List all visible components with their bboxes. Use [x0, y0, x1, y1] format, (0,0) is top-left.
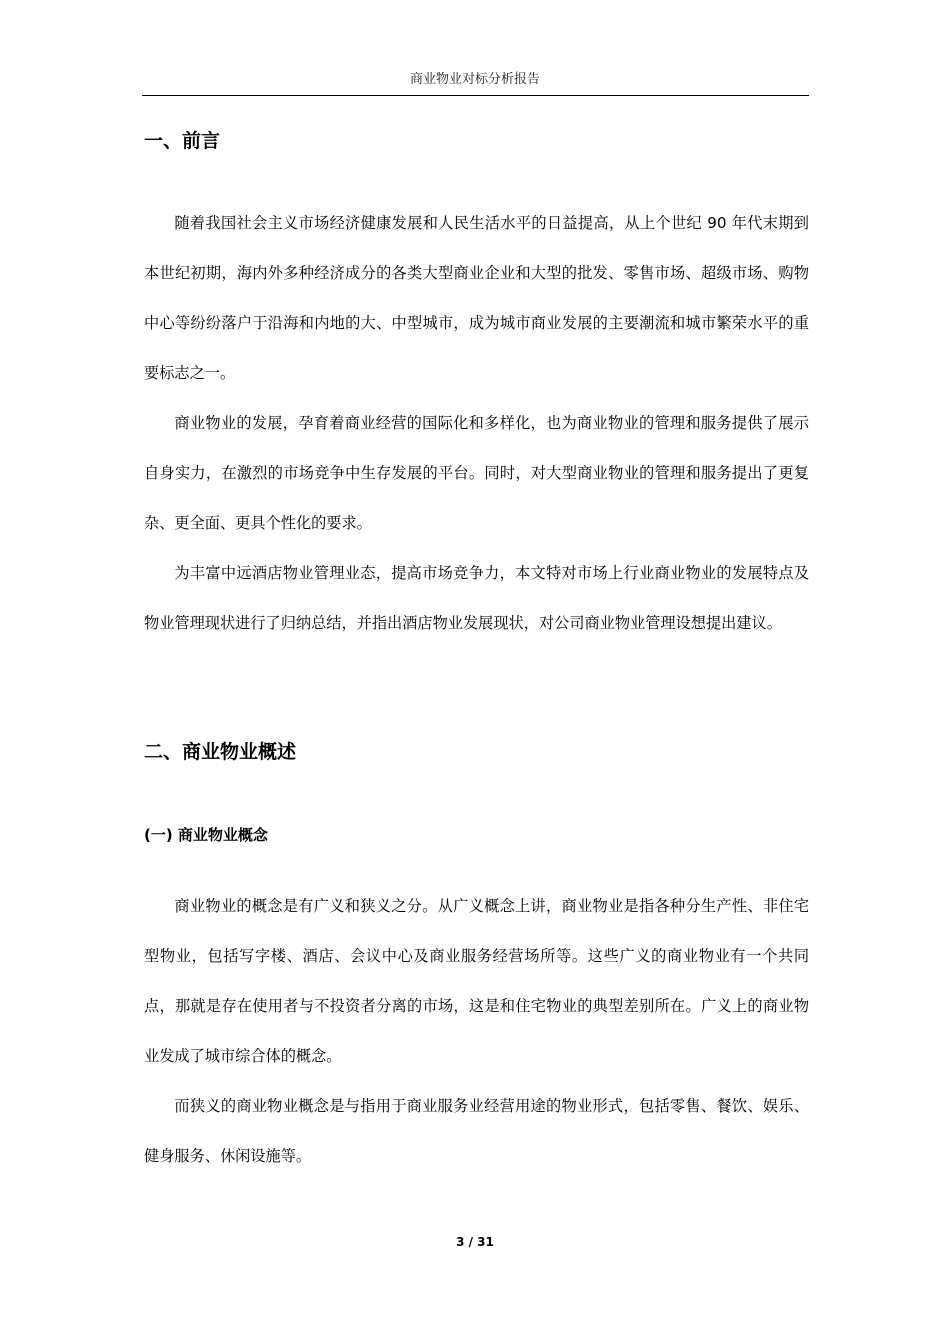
page-number: 3 / 31 — [456, 1235, 494, 1249]
paragraph-concept-2: 而狭义的商业物业概念是与指用于商业服务业经营用途的物业形式，包括零售、餐饮、娱乐、健身服务、休闲设施等。 — [144, 1097, 809, 1165]
paragraph-preface-2: 商业物业的发展，孕育着商业经营的国际化和多样化，也为商业物业的管理和服务提供了展示自身实力，在激烈的市场竞争中生存发展的平台。同时，对大型商业物业的管理和服务提出了更复杂、更全面、更具个性化的要求。 — [144, 414, 809, 532]
section-heading-overview: 二、商业物业概述 — [144, 741, 297, 763]
paragraph-preface-3: 为丰富中远酒店物业管理业态，提高市场竞争力，本文特对市场上行业商业物业的发展特点及物业管理现状进行了归纳总结，并指出酒店物业发展现状，对公司商业物业管理设想提出建议。 — [144, 564, 809, 632]
subsection-heading-concept: (一) 商业物业概念 — [144, 826, 268, 844]
header-divider — [142, 95, 809, 96]
paragraph-concept-1: 商业物业的概念是有广义和狭义之分。从广义概念上讲，商业物业是指各种分生产性、非住宅型物业，包括写字楼、酒店、会议中心及商业服务经营场所等。这些广义的商业物业有一个共同点，那就是存在使用者与不投资者分离的市场，这是和住宅物业的典型差别所在。广义上的商业物业发成了城市综合体的概念。 — [144, 897, 809, 1065]
paragraph-preface-1: 随着我国社会主义市场经济健康发展和人民生活水平的日益提高，从上个世纪 90 年代末期到本世纪初期，海内外多种经济成分的各类大型商业企业和大型的批发、零售市场、超级市场、购物中心等纷纷落户于沿海和内地的大、中型城市，成为城市商业发展的主要潮流和城市繁荣水平的重要标志之一。 — [144, 214, 809, 382]
section-heading-preface: 一、前言 — [144, 130, 221, 152]
running-header-title: 商业物业对标分析报告 — [409, 72, 540, 87]
